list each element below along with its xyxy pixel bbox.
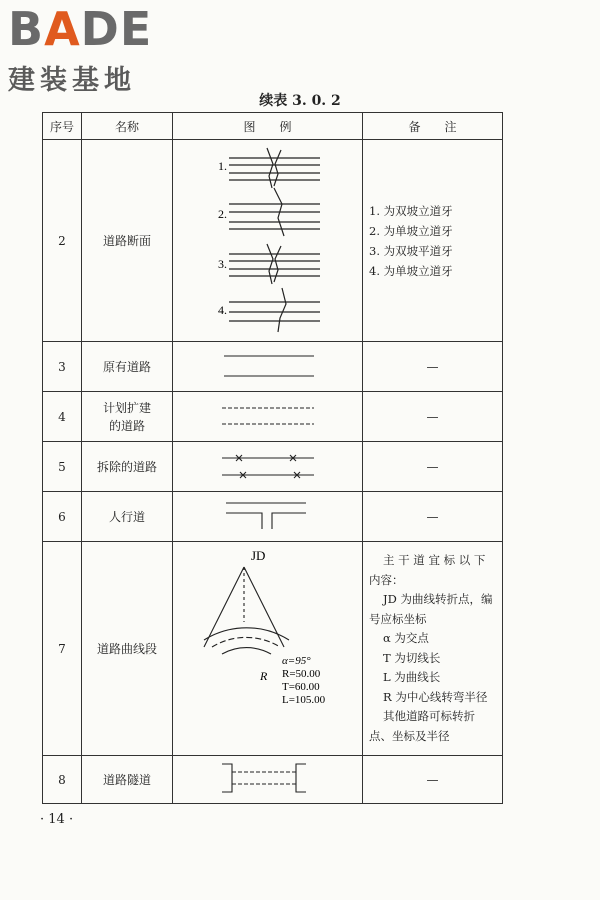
row-name: 道路曲线段 xyxy=(82,542,173,756)
row-legend xyxy=(173,140,363,342)
note-line: 其他道路可标转折 xyxy=(383,709,475,723)
curve-jd-label: JD xyxy=(250,548,265,563)
note-line: JD 为曲线转折点，编 xyxy=(383,592,493,606)
row-no: 4 xyxy=(43,392,82,442)
header-legend: 图 例 xyxy=(173,113,363,140)
existing-road-symbol xyxy=(174,345,362,385)
row-remark xyxy=(363,140,503,342)
sidewalk-symbol xyxy=(174,495,362,535)
table-row xyxy=(43,342,503,392)
row-name: 拆除的道路 xyxy=(82,442,173,492)
table-row xyxy=(43,492,503,542)
row-name xyxy=(82,392,173,442)
row-no: 8 xyxy=(43,756,82,804)
table-row xyxy=(43,542,503,756)
row-legend xyxy=(173,442,363,492)
note-line: 1. 为双坡立道牙 xyxy=(369,203,453,218)
row-remark: — xyxy=(363,442,503,492)
logo-brand: BADE xyxy=(8,2,153,56)
row-legend xyxy=(173,392,363,442)
header-no: 序号 xyxy=(43,113,82,140)
note-line: T 为切线长 xyxy=(383,650,441,665)
name-line: 的道路 xyxy=(108,418,145,433)
demolished-road-symbol xyxy=(174,445,362,485)
note-line: 内容： xyxy=(369,572,404,587)
table-row xyxy=(43,140,503,342)
note-line: 4. 为单坡立道牙 xyxy=(369,263,453,278)
row-name: 道路隧道 xyxy=(82,756,173,804)
note-line: R 为中心线转弯半径 xyxy=(383,689,488,704)
note-line: 点、坐标及半径 xyxy=(369,728,450,743)
row-remark xyxy=(363,542,503,756)
note-line: 3. 为双坡平道牙 xyxy=(369,243,453,258)
note-line: 2. 为单坡立道牙 xyxy=(369,223,453,238)
table-row xyxy=(43,392,503,442)
name-line: 计划扩建 xyxy=(102,400,151,415)
row-remark: — xyxy=(363,392,503,442)
header-remark: 备 注 xyxy=(363,113,503,140)
curve-length: L=105.00 xyxy=(281,694,325,706)
row-name: 人行道 xyxy=(82,492,173,542)
symbol-table xyxy=(42,112,503,804)
table-title: 续表 3. 0. 2 xyxy=(259,93,341,109)
row-name: 道路断面 xyxy=(82,140,173,342)
row-no: 6 xyxy=(43,492,82,542)
row-legend xyxy=(173,756,363,804)
row-no: 3 xyxy=(43,342,82,392)
row-remark: — xyxy=(363,342,503,392)
curve-radius: R=50.00 xyxy=(281,668,320,680)
row-legend xyxy=(173,492,363,542)
note-line: L 为曲线长 xyxy=(383,670,441,684)
row-legend xyxy=(173,342,363,392)
row-remark: — xyxy=(363,756,503,804)
section-label-2: 2. xyxy=(217,207,227,221)
row-name: 原有道路 xyxy=(82,342,173,392)
row-legend xyxy=(173,542,363,756)
curve-alpha: α=95° xyxy=(281,655,311,667)
header-name: 名称 xyxy=(82,113,173,140)
logo-subtitle: 建装基地 xyxy=(8,65,136,96)
note-line: α 为交点 xyxy=(383,631,429,645)
header-row xyxy=(43,113,503,140)
table-row xyxy=(43,442,503,492)
page-number: · 14 · xyxy=(40,812,74,827)
row-no: 2 xyxy=(43,140,82,342)
row-no: 5 xyxy=(43,442,82,492)
note-line: 主 干 道 宜 标 以 下 xyxy=(383,553,486,567)
road-tunnel-symbol xyxy=(174,758,362,798)
brand-logo xyxy=(8,2,153,97)
curve-tangent: T=60.00 xyxy=(281,681,320,693)
section-label-1: 1. xyxy=(217,159,227,173)
road-curve-figure xyxy=(174,542,362,752)
row-remark: — xyxy=(363,492,503,542)
curve-r-label: R xyxy=(259,669,267,683)
planned-road-symbol xyxy=(174,395,362,435)
table-row xyxy=(43,756,503,804)
note-line: 号应标坐标 xyxy=(369,611,427,626)
section-label-3: 3. xyxy=(217,257,227,271)
row-no: 7 xyxy=(43,542,82,756)
section-label-4: 4. xyxy=(217,303,227,317)
road-section-figure xyxy=(174,140,362,338)
